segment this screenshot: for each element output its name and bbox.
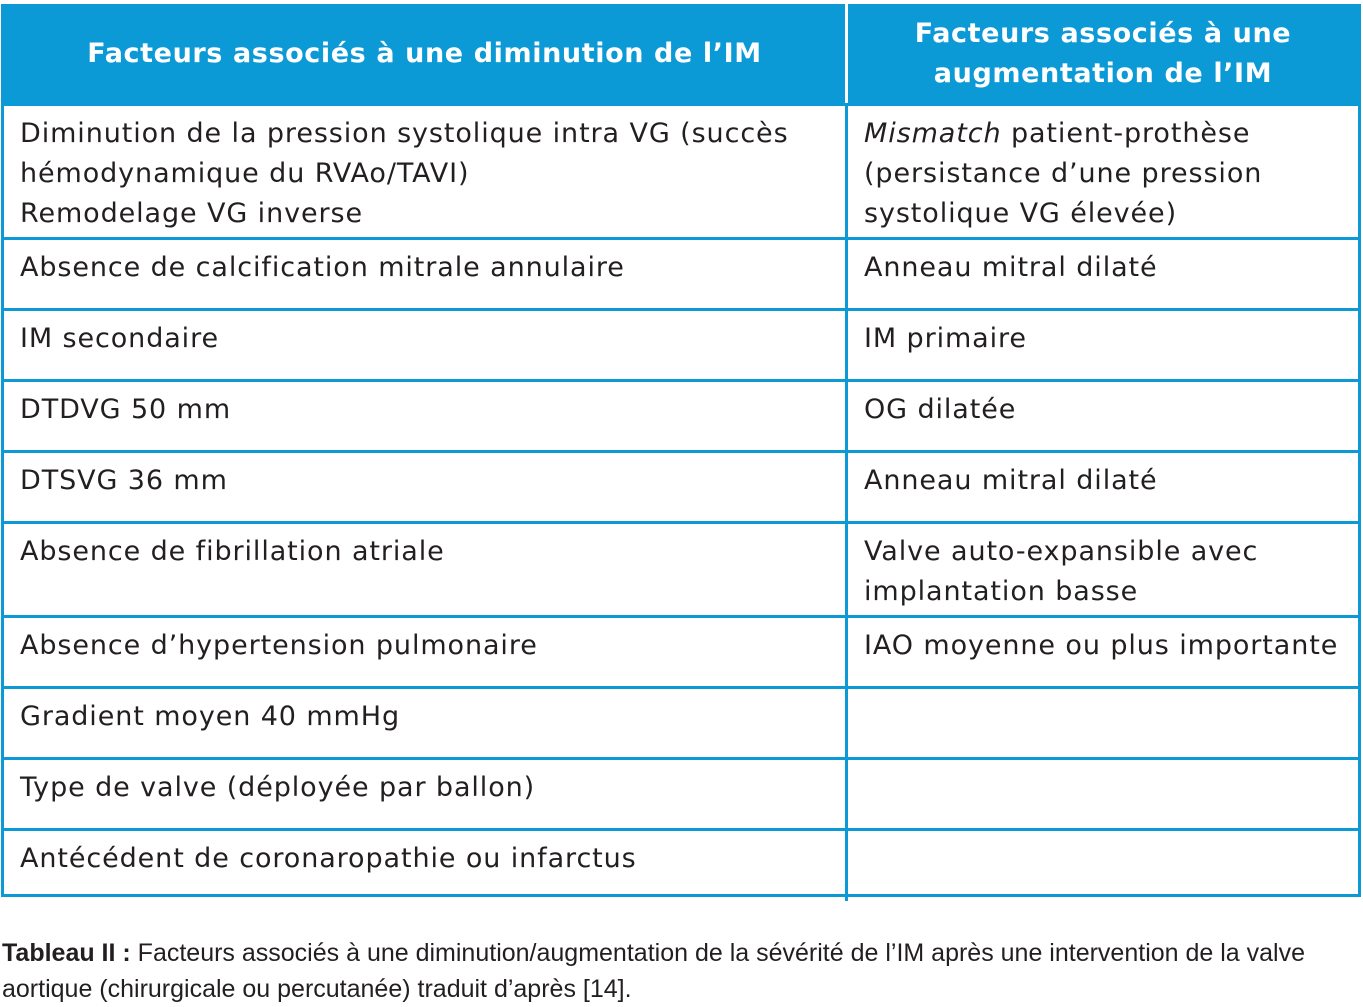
header-decrease-factors: Facteurs associés à une diminution de l’IM [4, 4, 848, 103]
header-increase-factors: Facteurs associés à une augmentation de l’IM [914, 17, 1292, 89]
increase-factor-cell: OG dilatée [864, 394, 1017, 425]
table-row [4, 308, 1358, 379]
caption-text: Facteurs associés à une diminution/augmentation de la sévérité de l’IM après une intervention de la valve aortique (chirurgicale ou percutanée) traduit d’après [14]. [2, 939, 1306, 1003]
increase-factor-cell [848, 689, 1358, 757]
increase-factor-cell: Anneau mitral dilaté [864, 465, 1158, 496]
table-row [4, 615, 1358, 686]
table-row [4, 103, 1358, 237]
decrease-factor-cell: DTSVG 36 mm [4, 453, 848, 521]
increase-factor-cell [848, 760, 1358, 828]
increase-factor-cell: IM primaire [864, 323, 1027, 354]
increase-factor-text: patient-prothèse (persistance d’une pression systolique VG élevée) [864, 118, 1263, 229]
decrease-factor-cell: Gradient moyen 40 mmHg [4, 689, 848, 757]
decrease-factor-cell: Absence de calcification mitrale annulaire [4, 240, 848, 308]
increase-factor-cell: Anneau mitral dilaté [864, 252, 1158, 283]
increase-factor-cell: IAO moyenne ou plus importante [864, 630, 1339, 661]
table-row [4, 521, 1358, 615]
decrease-factor-cell: IM secondaire [4, 311, 848, 379]
table-row [4, 379, 1358, 450]
table-row [4, 828, 1358, 901]
table-row [4, 237, 1358, 308]
table-row [4, 450, 1358, 521]
table-row [4, 757, 1358, 828]
decrease-factor-cell: Absence d’hypertension pulmonaire [4, 618, 848, 686]
decrease-factor-cell: Type de valve (déployée par ballon) [4, 760, 848, 828]
increase-factor-cell: Valve auto-expansible avec implantation basse [864, 536, 1259, 607]
increase-factor-cell [848, 106, 1358, 237]
decrease-factor-cell: Antécédent de coronaropathie ou infarctus [4, 831, 848, 901]
increase-factor-cell [848, 831, 1358, 901]
caption-label: Tableau II : [2, 939, 131, 967]
table-caption [2, 935, 1360, 1007]
increase-factor-emphasis: Mismatch [864, 118, 1002, 149]
table-row [4, 686, 1358, 757]
factors-table [1, 4, 1361, 897]
table-header-row [4, 4, 1358, 103]
decrease-factor-cell: DTDVG 50 mm [4, 382, 848, 450]
decrease-factor-cell: Diminution de la pression systolique intra VG (succès hémodynamique du RVAo/TAVI) Remodelage VG inverse [4, 106, 848, 237]
decrease-factor-cell: Absence de fibrillation atriale [4, 524, 848, 615]
